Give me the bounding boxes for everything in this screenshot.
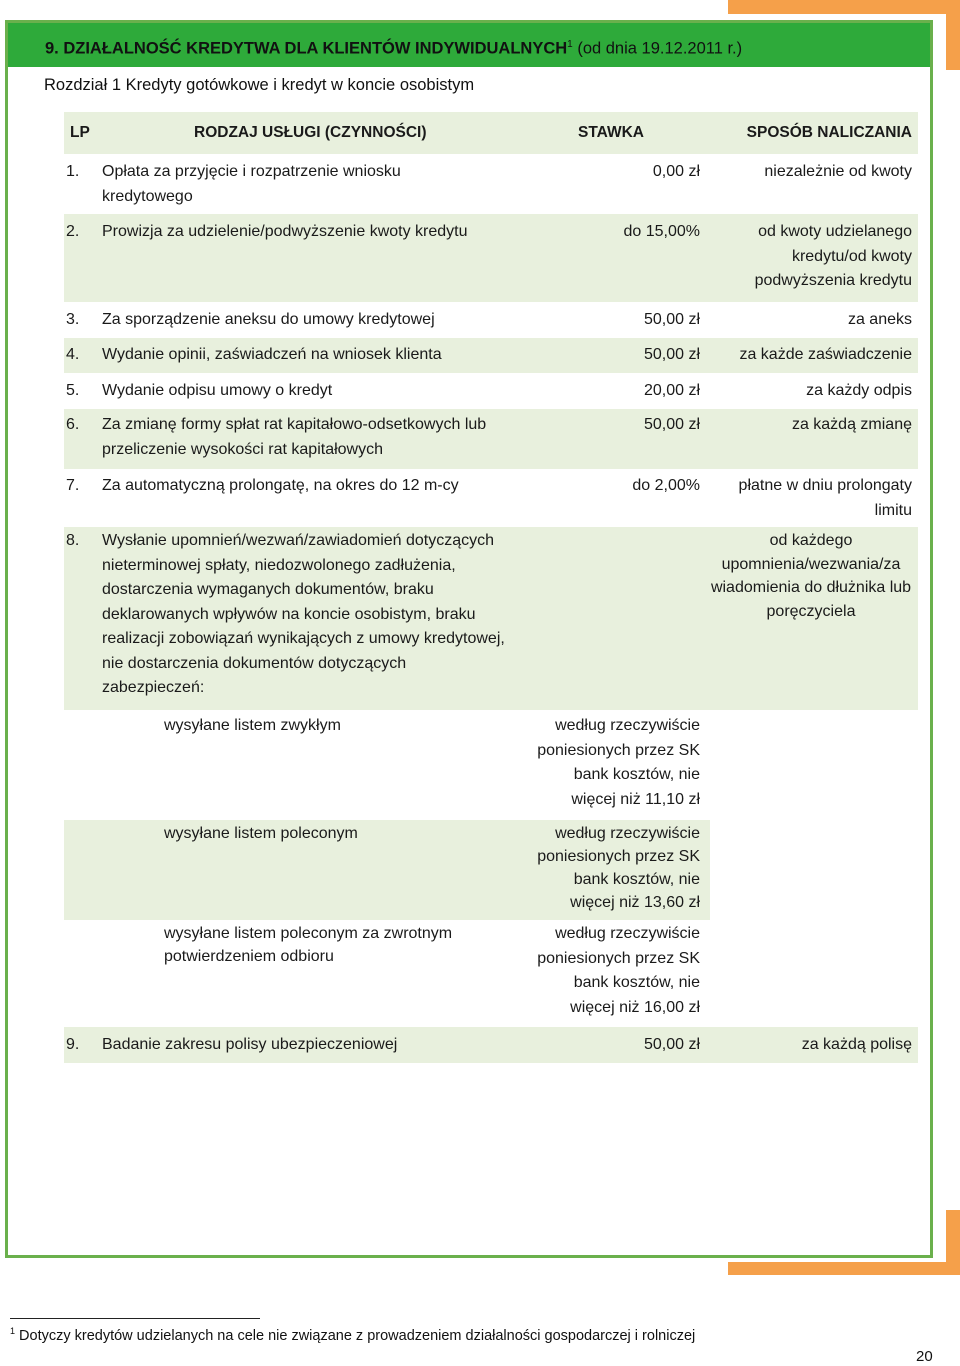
table-row xyxy=(64,338,918,373)
row-mode: niezależnie od kwoty xyxy=(764,163,912,180)
row-rate: do 15,00% xyxy=(623,223,700,240)
decorative-corner-top xyxy=(728,0,960,14)
row-number: 7. xyxy=(66,477,80,494)
table-row xyxy=(64,1027,918,1063)
table-header-row xyxy=(64,112,918,154)
row-rate: 20,00 zł xyxy=(643,382,700,399)
sub-row-rate: według rzeczywiście poniesionych przez SK bank kosztów, nie więcej niż 13,60 zł xyxy=(537,825,700,911)
sub-row-service: wysyłane listem poleconym xyxy=(164,825,358,842)
footnote-separator xyxy=(10,1318,260,1319)
sub-row-service: wysyłane listem zwykłym xyxy=(164,717,341,734)
sub-row xyxy=(64,710,918,820)
table-row xyxy=(64,373,918,409)
row-rate: 50,00 zł xyxy=(643,1036,700,1053)
row-mode: od kwoty udzielanego kredytu/od kwoty podwyższenia kredytu xyxy=(754,223,912,289)
decorative-corner-bottom-side xyxy=(946,1210,960,1275)
decorative-corner-bottom xyxy=(728,1262,960,1275)
row-service: Za sporządzenie aneksu do umowy kredytowej xyxy=(102,311,435,328)
row-rate: 50,00 zł xyxy=(643,346,700,363)
row-service: Wydanie opinii, zaświadczeń na wniosek klienta xyxy=(102,346,442,363)
row-number: 2. xyxy=(66,223,80,240)
footnote-ref: 1 xyxy=(567,39,573,50)
footnote-text: Dotyczy kredytów udzielanych na cele nie związane z prowadzeniem działalności gospodarczej i rolniczej xyxy=(15,1327,696,1344)
header-rate: STAWKA xyxy=(577,123,644,141)
row-rate: do 2,00% xyxy=(632,477,700,494)
footnote xyxy=(10,1326,695,1344)
sub-row-service: wysyłane listem poleconym za zwrotnym potwierdzeniem odbioru xyxy=(164,925,453,965)
table-row xyxy=(64,214,918,302)
decorative-corner-top-side xyxy=(946,0,960,70)
header-mode: SPOSÓB NALICZANIA xyxy=(746,123,912,141)
row-mode: płatne w dniu prolongaty limitu xyxy=(738,477,912,519)
row-mode: od każdego upomnienia/wezwania/za wiadomienia do dłużnika lub poręczyciela xyxy=(710,532,912,620)
row-service: Opłata za przyjęcie i rozpatrzenie wniosku kredytowego xyxy=(102,163,401,205)
row-service: Za automatyczną prolongatę, na okres do 12 m-cy xyxy=(102,477,459,494)
row-number: 5. xyxy=(66,382,80,399)
row-mode: za każde zaświadczenie xyxy=(739,346,912,363)
row-service: Wysłanie upomnień/wezwań/zawiadomień dotyczących nieterminowej spłaty, niedozwolonego zadłużenia, dostarczenia wymaganych dokumentów, braku deklarowanych wpływów na koncie osobistym, braku realizacji zobowiązań wynikających z umowy kredytowej, nie dostarczenia dokumentów dotyczących zabezpieczeń: xyxy=(102,532,505,696)
table-row xyxy=(64,469,918,527)
table-row xyxy=(64,154,918,214)
row-number: 6. xyxy=(66,416,80,433)
chapter-title: Rozdział 1 Kredyty gotówkowe i kredyt w koncie osobistym xyxy=(44,76,475,94)
row-service: Za zmianę formy spłat rat kapitałowo-odsetkowych lub przeliczenie wysokości rat kapitałowych xyxy=(102,416,487,458)
row-number: 1. xyxy=(66,163,80,180)
section-header xyxy=(8,23,930,67)
row-rate: 50,00 zł xyxy=(643,416,700,433)
row-number: 3. xyxy=(66,311,80,328)
row-service: Wydanie odpisu umowy o kredyt xyxy=(102,382,333,399)
page-number: 20 xyxy=(916,1348,933,1365)
sub-row xyxy=(64,920,918,1027)
row-mode: za każdy odpis xyxy=(806,382,912,399)
row-rate: 0,00 zł xyxy=(652,163,700,180)
row-mode: za każdą zmianę xyxy=(791,416,912,433)
row-number: 4. xyxy=(66,346,80,363)
table-row xyxy=(64,409,918,469)
header-lp: LP xyxy=(70,123,90,141)
row-service: Prowizja za udzielenie/podwyższenie kwoty kredytu xyxy=(102,223,468,240)
sub-row xyxy=(64,820,918,920)
section-title: 9. DZIAŁALNOŚĆ KREDYTWA DLA KLIENTÓW INDYWIDUALNYCH xyxy=(45,39,568,58)
row-rate: 50,00 zł xyxy=(643,311,700,328)
section-date: (od dnia 19.12.2011 r.) xyxy=(572,39,743,58)
sub-row-rate: według rzeczywiście poniesionych przez SK bank kosztów, nie więcej niż 11,10 zł xyxy=(537,717,700,808)
header-service: RODZAJ USŁUGI (CZYNNOŚCI) xyxy=(194,123,427,141)
sub-row-rate: według rzeczywiście poniesionych przez SK bank kosztów, nie więcej niż 16,00 zł xyxy=(537,925,700,1016)
table-row xyxy=(64,302,918,338)
row-service: Badanie zakresu polisy ubezpieczeniowej xyxy=(102,1036,398,1053)
row-number: 9. xyxy=(66,1036,80,1053)
row-mode: za aneks xyxy=(847,311,912,328)
row-number: 8. xyxy=(66,532,80,549)
footnote-marker: 1 xyxy=(10,1326,16,1336)
table-row xyxy=(64,527,918,710)
row-mode: za każdą polisę xyxy=(801,1036,912,1053)
fee-table xyxy=(64,112,918,1063)
